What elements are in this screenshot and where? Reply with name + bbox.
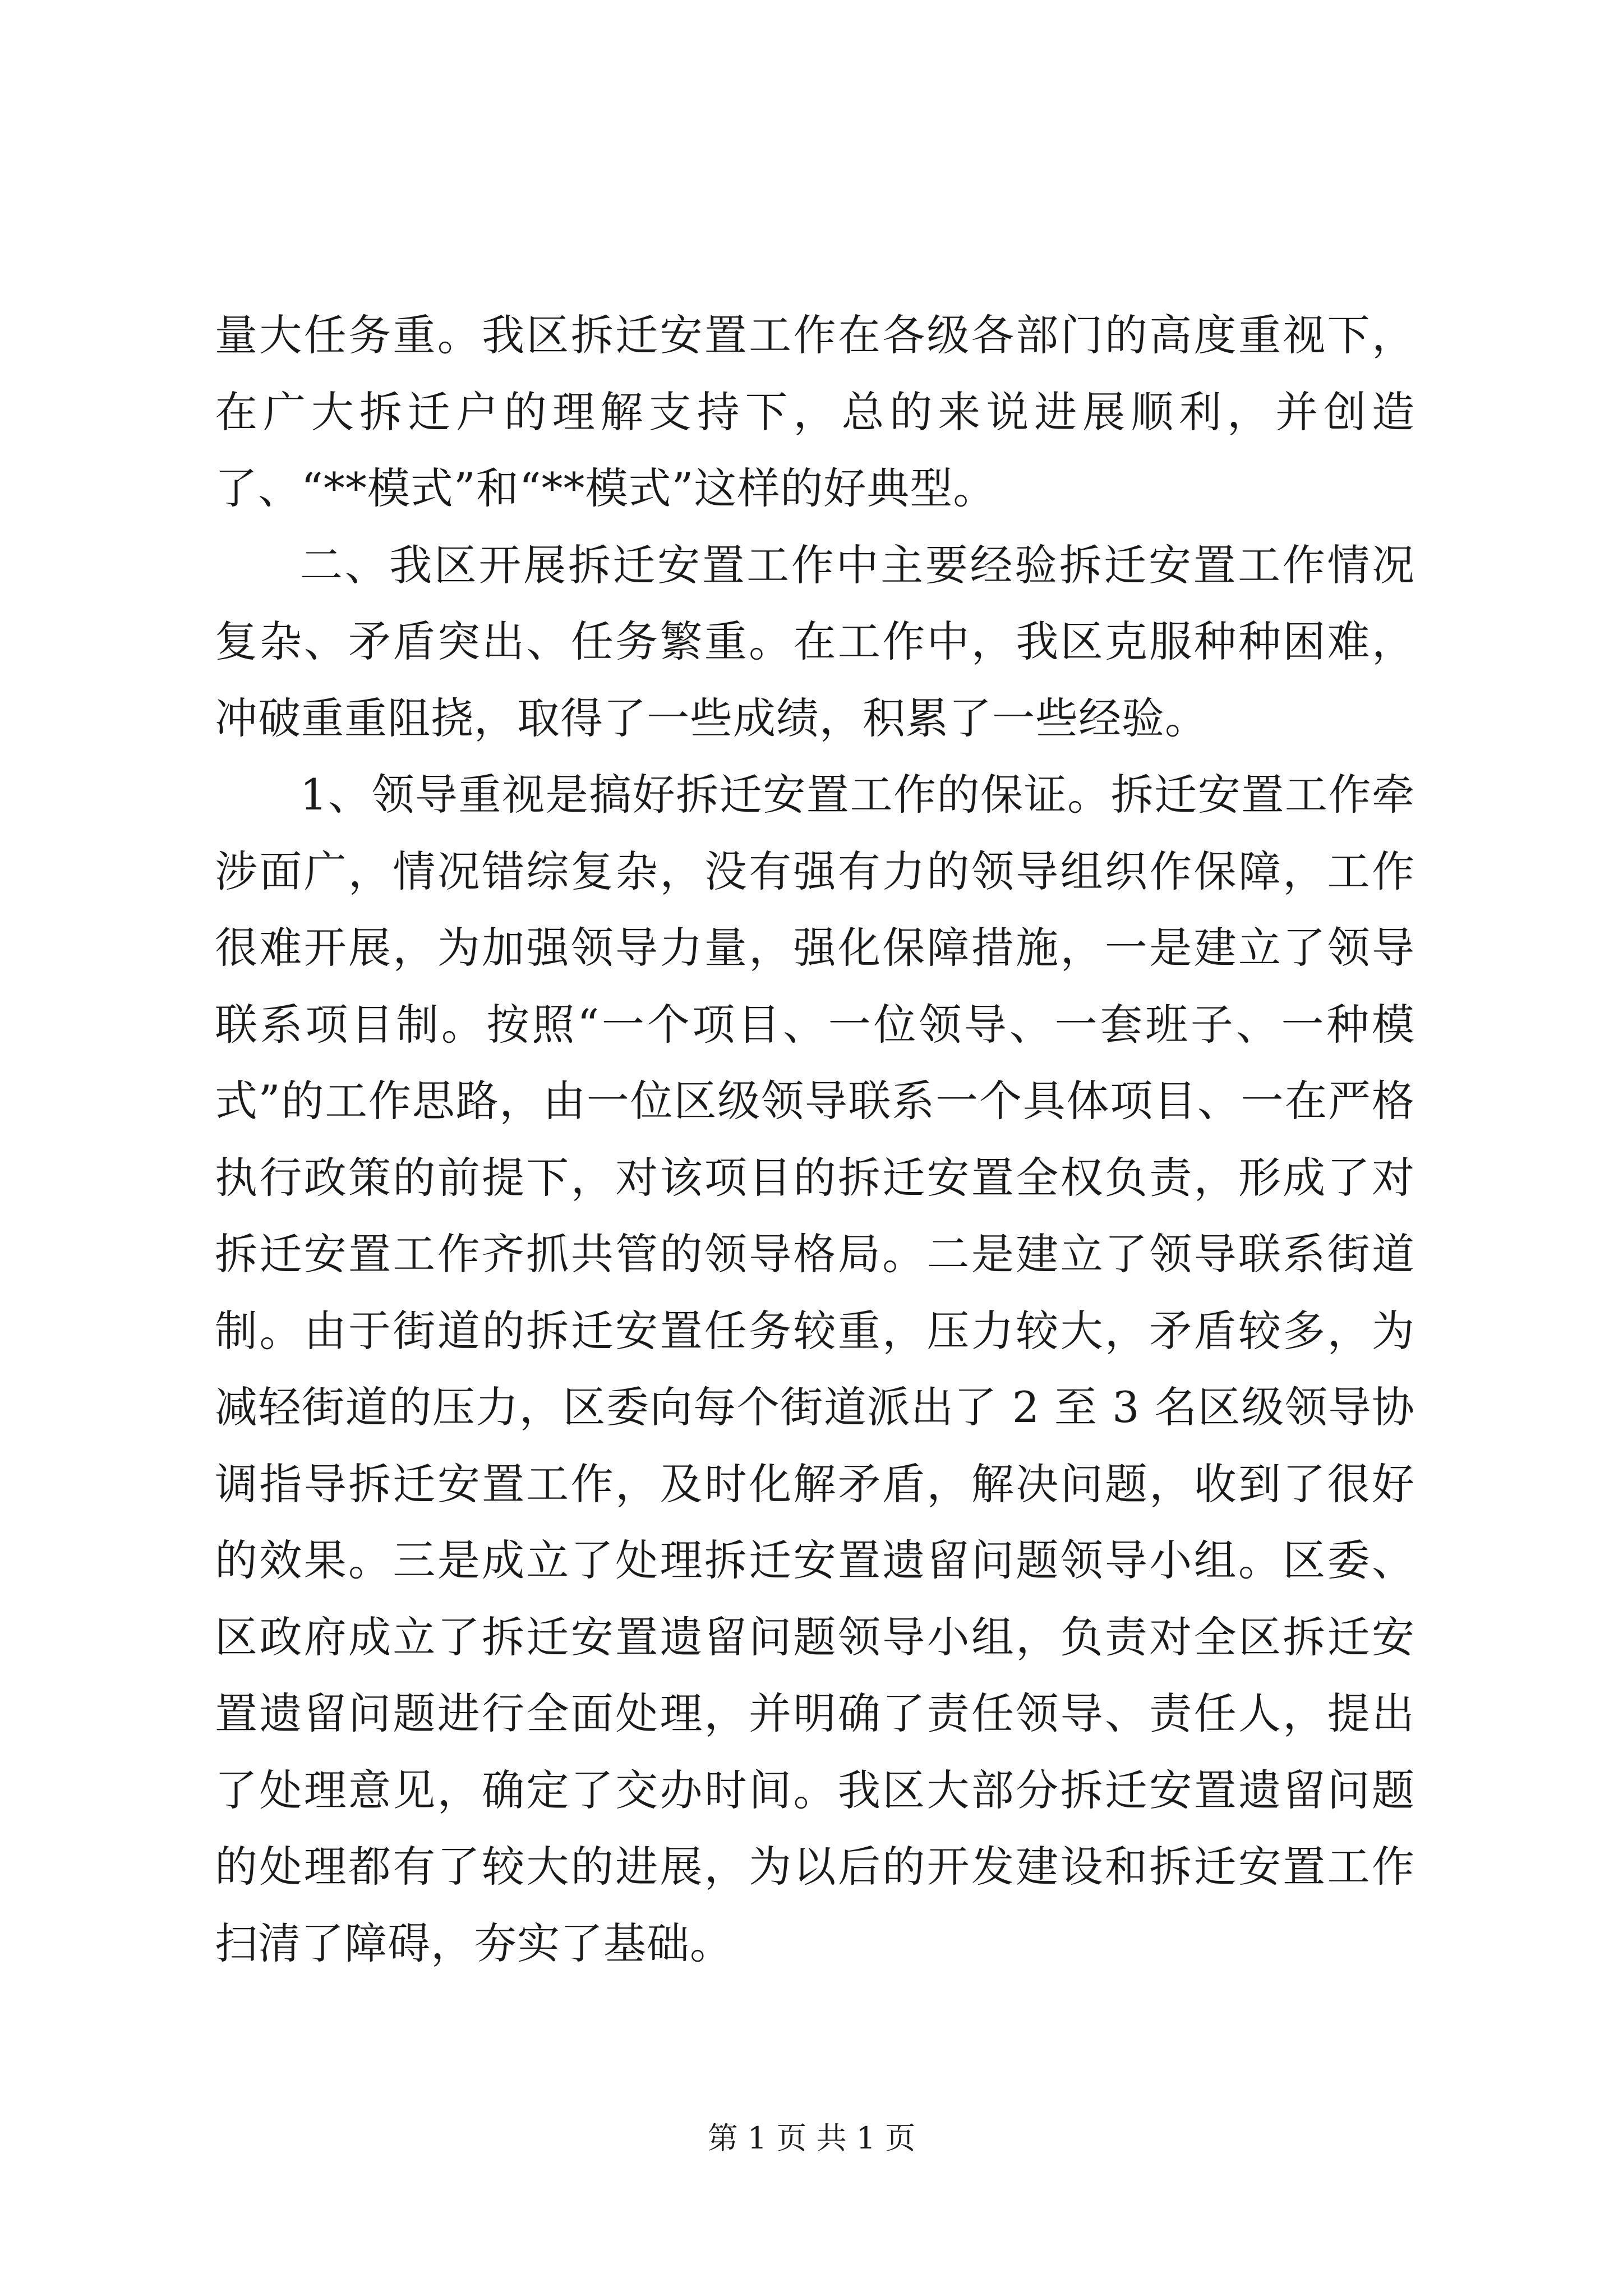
paragraph-3: 1、领导重视是搞好拆迁安置工作的保证。拆迁安置工作牵涉面广，情况错综复杂，没有强有力的领导组织作保障，工作很难开展，为加强领导力量，强化保障措施，一是建立了领导联系项目制。按照“一个项目、一位领导、一套班子、一种模式”的工作思路，由一位区级领导联系一个具体项目、一在严格执行政策的前提下，对该项目的拆迁安置全权负责，形成了对拆迁安置工作齐抓共管的领导格局。二是建立了领导联系街道制。由于街道的拆迁安置任务较重，压力较大，矛盾较多，为减轻街道的压力，区委向每个街道派出了 2 至 3 名区级领导协调指导拆迁安置工作，及时化解矛盾，解决问题，收到了很好的效果。三是成立了处理拆迁安置遗留问题领导小组。区委、区政府成立了拆迁安置遗留问题领导小组，负责对全区拆迁安置遗留问题进行全面处理，并明确了责任领导、责任人，提出了处理意见，确定了交办时间。我区大部分拆迁安置遗留问题的处理都有了较大的进展，为以后的开发建设和拆迁安置工作扫清了障碍，夯实了基础。 (215, 770, 1415, 1968)
paragraph-1: 量大任务重。我区拆迁安置工作在各级各部门的高度重视下，在广大拆迁户的理解支持下，总的来说进展顺利，并创造了、“**模式”和“**模式”这样的好典型。 (215, 310, 1415, 513)
document-body (215, 297, 1415, 1982)
page-footer (0, 2122, 1623, 2155)
page-number-label: 第 1 页 共 1 页 (707, 2120, 916, 2156)
paragraph-2: 二、我区开展拆迁安置工作中主要经验拆迁安置工作情况复杂、矛盾突出、任务繁重。在工作中，我区克服种种困难，冲破重重阻挠，取得了一些成绩，积累了一些经验。 (215, 540, 1415, 743)
